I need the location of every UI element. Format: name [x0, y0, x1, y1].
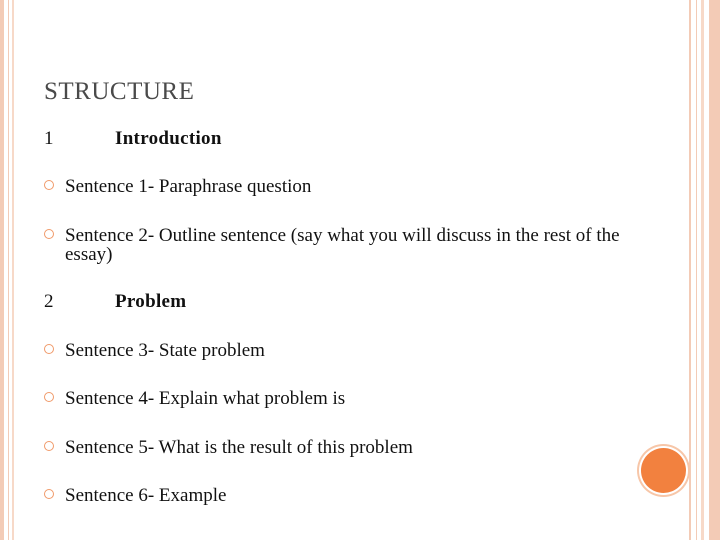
- left-decorative-stripe: [12, 0, 14, 540]
- list-item-text: Sentence 6- Example: [65, 485, 227, 506]
- bullet-ring-icon: [44, 441, 54, 451]
- list-item-text: Sentence 2- Outline sentence (say what you will discuss in the rest of the essay): [65, 225, 620, 265]
- left-decorative-stripe: [0, 0, 4, 540]
- bullet-ring-icon: [44, 344, 54, 354]
- list-item-text: Sentence 5- What is the result of this problem: [65, 437, 413, 458]
- right-decorative-stripe: [701, 0, 704, 540]
- bullet-ring-icon: [44, 229, 54, 239]
- section-label: Problem: [115, 291, 187, 312]
- right-decorative-stripe: [689, 0, 691, 540]
- list-item-text: Sentence 4- Explain what problem is: [65, 388, 346, 409]
- decorative-orange-circle: [641, 448, 686, 493]
- section-number: 1: [44, 128, 54, 149]
- section-label: Introduction: [115, 128, 222, 149]
- right-decorative-stripe: [709, 0, 720, 540]
- list-item-text: Sentence 1- Paraphrase question: [65, 176, 312, 197]
- list-item-text: Sentence 3- State problem: [65, 340, 265, 361]
- slide-title: STRUCTURE: [44, 78, 195, 105]
- bullet-ring-icon: [44, 392, 54, 402]
- left-decorative-stripe: [8, 0, 9, 540]
- bullet-ring-icon: [44, 489, 54, 499]
- section-number: 2: [44, 291, 54, 312]
- right-decorative-stripe: [696, 0, 697, 540]
- bullet-ring-icon: [44, 180, 54, 190]
